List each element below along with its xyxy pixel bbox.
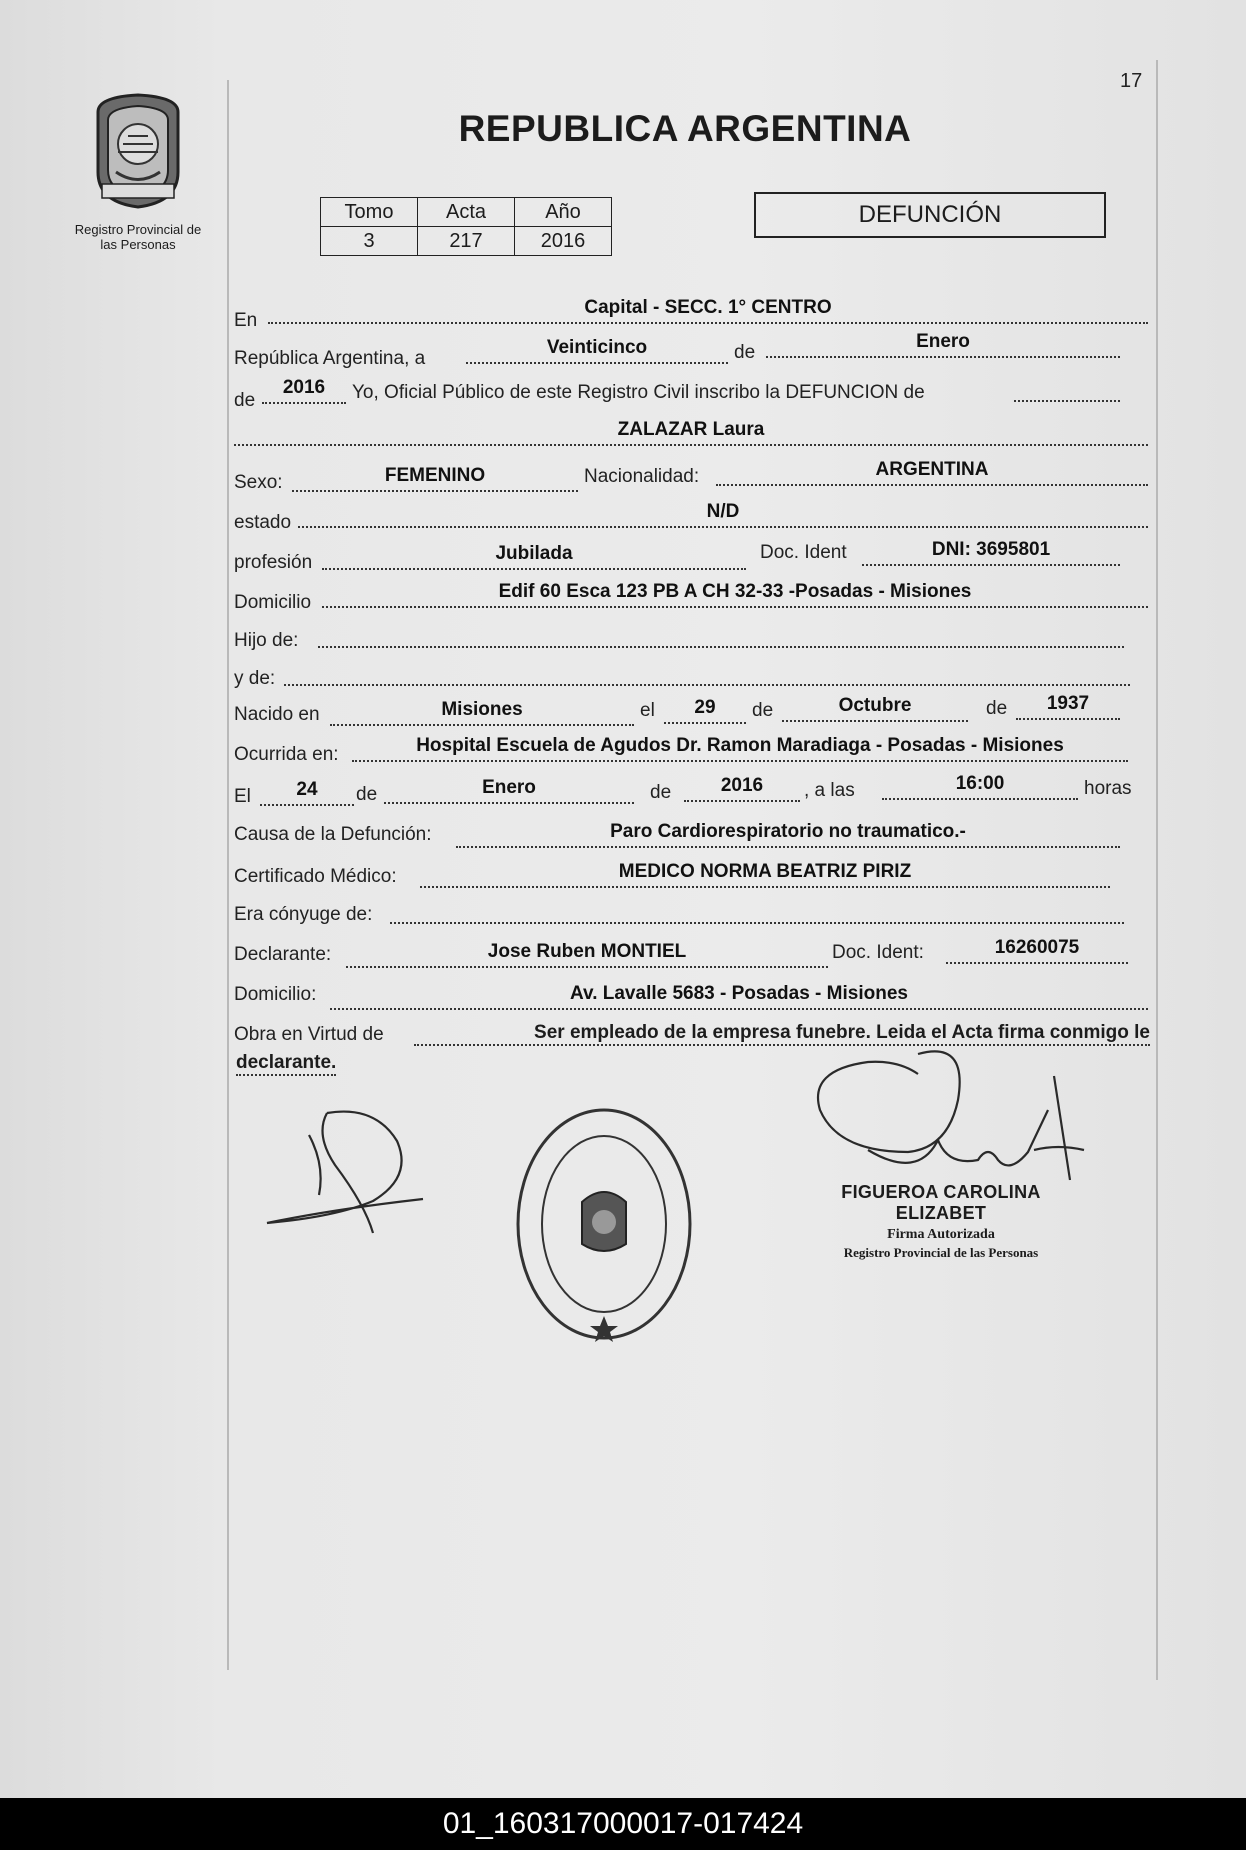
death-time-field <box>882 772 1078 800</box>
certificado-field <box>420 860 1110 888</box>
conyuge-label: Era cónyuge de: <box>234 904 373 925</box>
nacido-month: Octubre <box>838 695 912 716</box>
footer-bar <box>0 1798 1246 1850</box>
yo-trailing-field <box>1014 374 1120 402</box>
profesion-value: Jubilada <box>495 543 573 564</box>
certificado-label: Certificado Médico: <box>234 866 397 887</box>
domicilio-field <box>322 580 1148 608</box>
right-margin-line <box>1156 60 1158 1680</box>
alas-label: , a las <box>804 780 855 801</box>
authority-signature <box>808 1040 1088 1190</box>
hijo-field <box>318 620 1124 648</box>
registry-line-1: Registro Provincial de <box>74 222 202 237</box>
page-number: 17 <box>1120 70 1143 92</box>
name-value: ZALAZAR Laura <box>617 419 765 440</box>
de-label-6: de <box>650 782 672 803</box>
official-stamp-icon <box>512 1102 696 1346</box>
provincial-seal-icon <box>88 92 188 210</box>
nacido-day: 29 <box>694 697 716 718</box>
doc-field <box>862 538 1120 566</box>
estado-value: N/D <box>706 501 740 522</box>
death-month: Enero <box>482 777 536 798</box>
tomo-value: 3 <box>321 227 418 256</box>
sexo-label: Sexo: <box>234 472 283 493</box>
horas-label: horas <box>1084 778 1132 799</box>
en-value: Capital - SECC. 1° CENTRO <box>584 297 832 318</box>
day-field <box>466 336 728 364</box>
republica-label: República Argentina, a <box>234 348 426 369</box>
certificado-value: MEDICO NORMA BEATRIZ PIRIZ <box>618 861 912 882</box>
declarant-signature <box>255 1105 435 1245</box>
causa-label: Causa de la Defunción: <box>234 824 432 845</box>
nacionalidad-label: Nacionalidad: <box>584 466 700 487</box>
provincial-seal <box>88 92 188 210</box>
country-title: REPUBLICA ARGENTINA <box>458 108 912 149</box>
doc2-value: 16260075 <box>994 937 1080 958</box>
domicilio-label: Domicilio <box>234 592 312 613</box>
de-label-4: de <box>986 698 1008 719</box>
nacido-value: Misiones <box>441 699 523 720</box>
authority-name: FIGUEROA CAROLINA ELIZABET <box>841 1182 1041 1223</box>
declarante-label: Declarante: <box>234 944 332 965</box>
profesion-label: profesión <box>234 552 313 573</box>
yo-text: Yo, Oficial Público de este Registro Civil inscribo la DEFUNCION de <box>352 382 925 403</box>
declarante-value: Jose Ruben MONTIEL <box>487 941 687 962</box>
de-label-3: de <box>752 700 774 721</box>
domicilio2-value: Av. Lavalle 5683 - Posadas - Misiones <box>570 983 908 1004</box>
footer-code: 01_160317000017-017424 <box>442 1807 804 1840</box>
causa-value: Paro Cardiorespiratorio no traumatico.- <box>610 821 966 842</box>
authority-org: Registro Provincial de las Personas <box>843 1245 1039 1260</box>
death-year-field <box>684 774 800 802</box>
ocurrida-field <box>352 734 1128 762</box>
year-field <box>262 376 346 404</box>
sexo-value: FEMENINO <box>384 465 486 486</box>
estado-label: estado <box>234 512 292 533</box>
name-field <box>234 418 1148 446</box>
estado-field <box>298 500 1148 528</box>
month-value: Enero <box>916 331 970 352</box>
de-label-1: de <box>734 342 756 363</box>
causa-field <box>456 820 1120 848</box>
left-margin-line <box>227 80 229 1670</box>
nacionalidad-field <box>716 458 1148 486</box>
en-field <box>268 296 1148 324</box>
nacido-year-field <box>1016 692 1120 720</box>
acta-value: 217 <box>418 227 515 256</box>
declarante-field <box>346 940 828 968</box>
tomo-header: Tomo <box>321 198 418 227</box>
nacido-label: Nacido en <box>234 704 320 725</box>
death-time: 16:00 <box>955 773 1005 794</box>
anio-header: Año <box>515 198 612 227</box>
authority-block <box>806 1182 1076 1261</box>
acta-header: Acta <box>418 198 515 227</box>
record-type-box <box>754 192 1106 238</box>
hijo-label: Hijo de: <box>234 630 299 651</box>
doc2-field <box>946 936 1128 964</box>
death-day-field <box>260 778 354 806</box>
ocurrida-value: Hospital Escuela de Agudos Dr. Ramon Maradiaga - Posadas - Misiones <box>416 735 1064 756</box>
ocurrida-label: Ocurrida en: <box>234 744 339 765</box>
conyuge-field <box>390 896 1124 924</box>
domicilio2-field <box>330 982 1148 1010</box>
death-day: 24 <box>296 779 318 800</box>
domicilio2-label: Domicilio: <box>234 984 317 1005</box>
en-label: En <box>234 310 258 331</box>
registry-line-2: las Personas <box>100 237 176 252</box>
authority-signature-icon <box>808 1040 1088 1190</box>
nacido-day-field <box>664 696 746 724</box>
death-month-field <box>384 776 634 804</box>
record-type-label: DEFUNCIÓN <box>858 201 1002 228</box>
nacido-field <box>330 698 634 726</box>
doc2-label: Doc. Ident: <box>832 942 924 963</box>
year-value: 2016 <box>282 377 326 398</box>
obra-value-line-1: Ser empleado de la empresa funebre. Leida el Acta firma conmigo le <box>414 1022 1150 1046</box>
el-label-1: el <box>640 700 655 721</box>
sexo-field <box>292 464 578 492</box>
nacionalidad-value: ARGENTINA <box>875 459 989 480</box>
authority-role: Firma Autorizada <box>887 1227 995 1242</box>
day-value: Veinticinco <box>546 337 648 358</box>
obra-label: Obra en Virtud de <box>234 1024 384 1045</box>
nacido-year: 1937 <box>1046 693 1090 714</box>
obra-value-line-2: declarante. <box>236 1052 336 1076</box>
profesion-field <box>322 542 746 570</box>
registry-name <box>58 222 218 252</box>
nacido-month-field <box>782 694 968 722</box>
month-field <box>766 330 1120 358</box>
anio-value: 2016 <box>515 227 612 256</box>
official-stamp <box>512 1102 696 1346</box>
de-label-2: de <box>234 390 256 411</box>
yde-label: y de: <box>234 668 276 689</box>
de-label-5: de <box>356 784 378 805</box>
doc-label: Doc. Ident <box>760 542 847 563</box>
domicilio-value: Edif 60 Esca 123 PB A CH 32-33 -Posadas - Misiones <box>498 581 972 602</box>
el-label-2: El <box>234 786 251 807</box>
yde-field <box>284 658 1130 686</box>
declarant-signature-icon <box>255 1105 435 1245</box>
record-table <box>320 197 612 256</box>
doc-value: DNI: 3695801 <box>931 539 1051 560</box>
death-year: 2016 <box>720 775 764 796</box>
